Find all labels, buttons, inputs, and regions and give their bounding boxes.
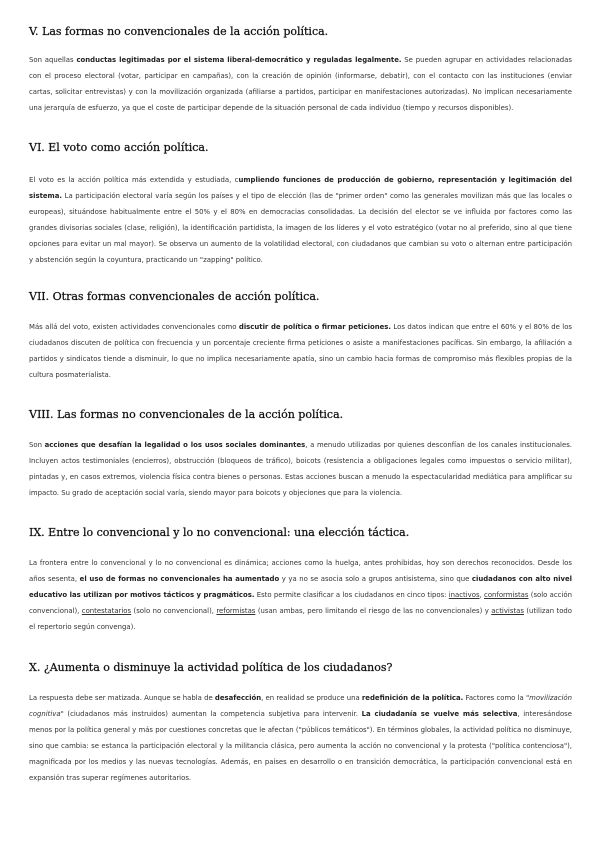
text-run: La respuesta debe ser matizada. Aunque se habla de bbox=[29, 694, 215, 702]
text-run: (ciudadanos más instruidos) aumentan la competencia subjetiva para intervenir. bbox=[63, 710, 362, 718]
section-vi bbox=[29, 140, 572, 268]
text-run: Son bbox=[29, 441, 45, 449]
section-heading: VI. El voto como acción política. bbox=[29, 141, 209, 154]
text-run: (solo no convencional), bbox=[131, 607, 217, 615]
text-run: Esto permite clasificar a los ciudadanos en cinco tipos: bbox=[254, 591, 449, 599]
underlined-term: conformistas bbox=[484, 591, 529, 599]
bold-run: La ciudadanía se vuelve más selectiva bbox=[361, 710, 518, 718]
text-run: , en realidad se produce una bbox=[261, 694, 362, 702]
bold-run: umpliendo funciones de producción de gobierno, representación y legitimación del sistema. bbox=[29, 176, 572, 200]
bold-run: redefinición de la política. bbox=[361, 694, 464, 702]
text-run: Son aquellas bbox=[29, 56, 77, 64]
bold-run: ciudadanos con alto nivel educativo las utilizan por motivos tácticos y pragmáticos. bbox=[29, 575, 572, 599]
section-ix bbox=[29, 525, 572, 635]
bold-run: el uso de formas no convencionales ha aumentado bbox=[79, 575, 280, 583]
text-run: (utilizan todo el repertorio según convenga). bbox=[29, 607, 572, 631]
text-run: La participación electoral varía según los países y el tipo de elección (las de "primer orden" como las generales movilizan más que las locales o europeas), situándose habitualmente entre el 50% y el 80% en democracias consolidadas. La decisión del elector se ve influida por factores como las grandes divisorias sociales (clase, religión), la identificación partidista, la imagen de los líderes y el voto estratégico (votar no al preferido, sino al que tiene opciones para evitar un mal mayor). Se observa un aumento de la volatilidad electoral, con ciudadanos que cambian su voto o alternan entre participación y abstención según la coyuntura, practicando un "zapping" político. bbox=[29, 192, 572, 264]
text-run: Los datos indican que entre el 60% y el 80% de los ciudadanos discuten de política con frecuencia y un porcentaje creciente firma peticiones o asiste a manifestaciones pacíficas. Sin embargo, la afiliación a partidos y sindicatos tiende a disminuir, lo que no implica necesariamente apatía, sino un cambio hacia formas de compromiso más flexibles propias de la cultura posmaterialista. bbox=[29, 323, 573, 379]
text-run: , a menudo utilizadas por quienes desconfían de los canales institucionales. Incluyen actos testimoniales (encierros), obstrucción (bloqueos de tráfico), boicots (resistencia a obligaciones legales como impuestos o servicio militar), pintadas y, en casos extremos, violencia física contra bienes o personas. Estas acciones buscan a menudo la espectacularidad mediática para amplificar su impacto. Su grado de aceptación social varía, siendo mayor para boicots y objeciones que para la violencia. bbox=[29, 441, 572, 497]
section-vii bbox=[29, 289, 572, 383]
section-heading: V. Las formas no convencionales de la acción política. bbox=[29, 25, 329, 38]
section-paragraph bbox=[29, 52, 572, 116]
text-run: El voto es la acción política más extendida y estudiada, c bbox=[29, 176, 239, 184]
section-paragraph bbox=[29, 319, 572, 383]
section-heading: VIII. Las formas no convencionales de la acción política. bbox=[29, 408, 344, 421]
bold-run: acciones que desafían la legalidad o los usos sociales dominantes bbox=[44, 441, 306, 449]
section-heading: X. ¿Aumenta o disminuye la actividad política de los ciudadanos? bbox=[29, 661, 393, 674]
text-run: (solo acción convencional), bbox=[29, 591, 572, 615]
text-run: La frontera entre lo convencional y lo no convencional es dinámica; acciones como la huelga, antes prohibidas, hoy son derechos reconocidos. Desde los años sesenta, bbox=[29, 559, 572, 583]
underlined-term: activistas bbox=[491, 607, 524, 615]
section-x bbox=[29, 660, 572, 786]
section-paragraph bbox=[29, 555, 572, 635]
text-run: , interesándose menos por la política general y más por cuestiones concretas que le afectan ("públicos temáticos"). En términos globales, la actividad política no disminuye, sino que cambia: se estanca la participación electoral y la militancia clásica, pero aumenta la acción no convencional y la protesta ("política contenciosa"), magnificada por los medios y las nuevas tecnologías. Además, en países en desarrollo o en transición democrática, la participación convencional está en expansión tras superar regímenes autoritarios. bbox=[29, 710, 573, 782]
bold-run: discutir de política o firmar peticiones. bbox=[238, 323, 391, 331]
bold-run: desafección bbox=[214, 694, 262, 702]
bold-run: conductas legitimadas por el sistema liberal-democrático y reguladas legalmente. bbox=[76, 56, 402, 64]
document-page bbox=[29, 24, 572, 786]
text-run: Se pueden agrupar en actividades relacionadas con el proceso electoral (votar, participar en campañas), con la creación de opinión (informarse, debatir), con el contacto con las instituciones (enviar cartas, solicitar entrevistas) y con la movilización organizada (afiliarse a partidos, participar en manifestaciones autorizadas). No implican necesariamente una jerarquía de esfuerzo, ya que el coste de participar depende de la situación personal de cada individuo (tiempo y recursos disponibles). bbox=[29, 56, 572, 112]
italic-run: "movilización cognitiva" bbox=[29, 694, 572, 718]
section-viii bbox=[29, 407, 572, 501]
text-run: (usan ambas, pero limitando el riesgo de las no convencionales) y bbox=[255, 607, 492, 615]
section-paragraph bbox=[29, 690, 572, 786]
section-paragraph bbox=[29, 437, 572, 501]
underlined-term: contestatarios bbox=[81, 607, 132, 615]
text-run: Factores como la bbox=[463, 694, 526, 702]
section-heading: IX. Entre lo convencional y lo no convencional: una elección táctica. bbox=[29, 526, 410, 539]
text-run: y ya no se asocia solo a grupos antisistema, sino que bbox=[279, 575, 472, 583]
underlined-term: reformistas bbox=[216, 607, 256, 615]
text-run: Más allá del voto, existen actividades convencionales como bbox=[29, 323, 239, 331]
section-heading: VII. Otras formas convencionales de acción política. bbox=[29, 290, 320, 303]
text-run: , bbox=[479, 591, 485, 599]
underlined-term: inactivos bbox=[448, 591, 480, 599]
section-paragraph bbox=[29, 172, 572, 268]
section-v bbox=[29, 24, 572, 116]
